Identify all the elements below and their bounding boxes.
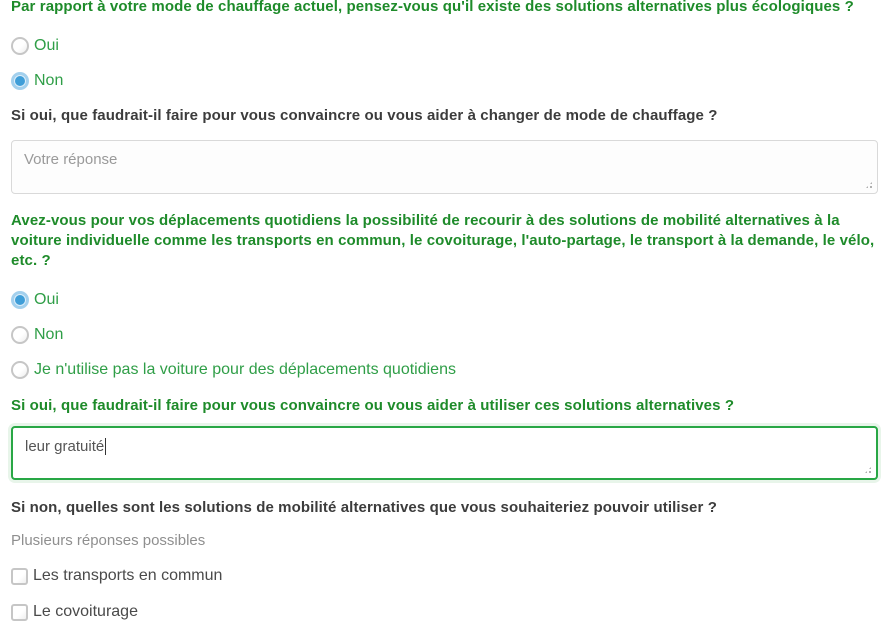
checkbox-unchecked-icon[interactable]: [11, 604, 28, 621]
radio-selected-icon[interactable]: [11, 72, 29, 90]
radio-option-label[interactable]: Non: [34, 326, 64, 343]
resize-handle-icon[interactable]: [864, 180, 874, 190]
checkbox-option-covoiturage[interactable]: [11, 603, 878, 621]
checkbox-option-transports[interactable]: [11, 567, 878, 585]
radio-option-q1-non[interactable]: [11, 72, 878, 90]
radio-option-q3-non[interactable]: [11, 326, 878, 344]
question-mobility-convince: Si oui, que faudrait-il faire pour vous convaincre ou vous aider à utiliser ces solutions alternatives ?: [11, 397, 735, 414]
checkbox-unchecked-icon[interactable]: [11, 568, 28, 585]
q2-placeholder: Votre réponse: [24, 151, 118, 168]
question-mobility-wishes: Si non, quelles sont les solutions de mobilité alternatives que vous souhaiteriez pouvoir utiliser ?: [11, 499, 717, 516]
q2-answer-textarea[interactable]: [11, 140, 878, 194]
radio-unselected-icon[interactable]: [11, 37, 29, 55]
radio-option-label[interactable]: Oui: [34, 291, 59, 308]
radio-option-label[interactable]: Non: [34, 72, 64, 89]
q4-answer-textarea[interactable]: [11, 426, 878, 480]
question-mobility-alternatives: Avez-vous pour vos déplacements quotidiens la possibilité de recourir à des solutions de mobilité alternatives à la voiture individuelle comme les transports en commun, le covoiturage, l'auto-partage, le transport à la demande, le vélo, etc. ?: [11, 212, 875, 269]
question-heating-alternatives: Par rapport à votre mode de chauffage actuel, pensez-vous qu'il existe des solutions alternatives plus écologiques ?: [11, 0, 854, 15]
q4-answer-text: leur gratuité: [25, 438, 105, 455]
resize-handle-icon[interactable]: [863, 465, 873, 475]
text-caret: [105, 438, 106, 455]
radio-option-q3-no-car[interactable]: [11, 361, 878, 379]
radio-option-q1-oui[interactable]: [11, 37, 878, 55]
radio-option-label[interactable]: Je n'utilise pas la voiture pour des déplacements quotidiens: [34, 361, 456, 378]
radio-option-label[interactable]: Oui: [34, 37, 59, 54]
radio-unselected-icon[interactable]: [11, 361, 29, 379]
checkbox-option-label[interactable]: Les transports en commun: [33, 567, 223, 584]
radio-unselected-icon[interactable]: [11, 326, 29, 344]
question-heating-convince: Si oui, que faudrait-il faire pour vous convaincre ou vous aider à changer de mode de chauffage ?: [11, 107, 718, 124]
multiple-answers-hint: Plusieurs réponses possibles: [11, 532, 206, 549]
radio-option-q3-oui[interactable]: [11, 291, 878, 309]
checkbox-option-label[interactable]: Le covoiturage: [33, 603, 138, 620]
radio-selected-icon[interactable]: [11, 291, 29, 309]
